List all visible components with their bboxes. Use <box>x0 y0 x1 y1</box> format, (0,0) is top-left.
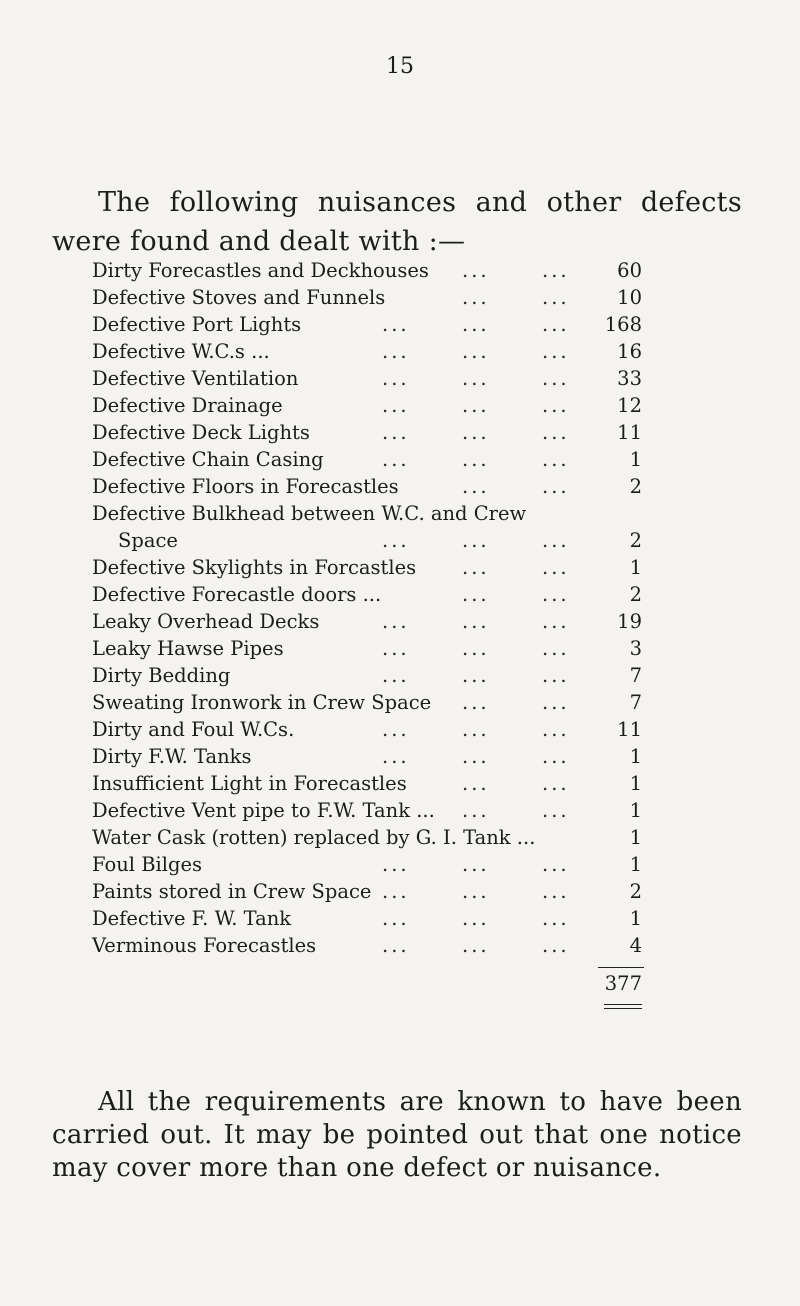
leader-dots: ... <box>542 340 570 363</box>
item-label: Leaky Hawse Pipes <box>92 637 284 660</box>
item-label: Defective Forecastle doors ... <box>92 583 382 606</box>
intro-line-2: were found and dealt with :— <box>52 226 466 257</box>
leader-dots: ... <box>542 583 570 606</box>
list-item <box>92 446 642 473</box>
item-label: Defective Port Lights <box>92 313 302 336</box>
item-count: 2 <box>629 475 642 498</box>
item-count: 19 <box>617 610 642 633</box>
item-label: Leaky Overhead Decks <box>92 610 320 633</box>
intro-line-1: The following nuisances and other defects <box>98 187 742 218</box>
list-item <box>92 743 642 770</box>
item-label: Sweating Ironwork in Crew Space <box>92 691 432 714</box>
item-label: Defective Vent pipe to F.W. Tank ... <box>92 799 435 822</box>
leader-dots: ... <box>462 421 490 444</box>
leader-dots: ... <box>462 637 490 660</box>
item-count: 2 <box>629 880 642 903</box>
leader-dots: ... <box>542 907 570 930</box>
total-row <box>92 971 642 997</box>
list-item <box>92 311 642 338</box>
leader-dots: ... <box>542 529 570 552</box>
leader-dots: ... <box>382 367 410 390</box>
item-count: 11 <box>617 718 642 741</box>
list-item <box>92 689 642 716</box>
leader-dots: ... <box>462 367 490 390</box>
intro-paragraph <box>52 183 742 261</box>
item-count: 3 <box>629 637 642 660</box>
leader-dots: ... <box>542 934 570 957</box>
leader-dots: ... <box>542 664 570 687</box>
item-count: 1 <box>629 853 642 876</box>
item-label: Space <box>118 529 178 552</box>
item-count: 2 <box>629 583 642 606</box>
leader-dots: ... <box>462 718 490 741</box>
closing-line-2: carried out. It may be pointed out that one notice <box>52 1120 742 1150</box>
item-label: Dirty and Foul W.Cs. <box>92 718 295 741</box>
list-item <box>92 851 642 878</box>
leader-dots: ... <box>462 772 490 795</box>
item-count: 7 <box>629 664 642 687</box>
list-item <box>92 932 642 959</box>
leader-dots: ... <box>542 556 570 579</box>
list-item <box>92 419 642 446</box>
item-label: Defective F. W. Tank <box>92 907 292 930</box>
list-item <box>92 500 642 527</box>
leader-dots: ... <box>542 421 570 444</box>
item-label: Dirty Forecastles and Deckhouses <box>92 259 429 282</box>
list-item <box>92 635 642 662</box>
leader-dots: ... <box>462 556 490 579</box>
item-label: Defective Stoves and Funnels <box>92 286 386 309</box>
item-count: 60 <box>617 259 642 282</box>
list-item <box>92 581 642 608</box>
item-label: Defective Bulkhead between W.C. and Crew <box>92 502 527 525</box>
leader-dots: ... <box>462 664 490 687</box>
list-item <box>92 716 642 743</box>
leader-dots: ... <box>382 394 410 417</box>
item-count: 1 <box>629 907 642 930</box>
leader-dots: ... <box>542 367 570 390</box>
leader-dots: ... <box>542 313 570 336</box>
page-number: 15 <box>386 54 414 79</box>
leader-dots: ... <box>382 853 410 876</box>
leader-dots: ... <box>542 745 570 768</box>
list-item <box>92 662 642 689</box>
leader-dots: ... <box>542 718 570 741</box>
leader-dots: ... <box>382 664 410 687</box>
list-item <box>92 257 642 284</box>
item-label: Foul Bilges <box>92 853 203 876</box>
leader-dots: ... <box>462 691 490 714</box>
leader-dots: ... <box>542 448 570 471</box>
leader-dots: ... <box>542 286 570 309</box>
leader-dots: ... <box>462 448 490 471</box>
leader-dots: ... <box>462 799 490 822</box>
item-label: Defective Ventilation <box>92 367 299 390</box>
item-label: Defective Floors in Forecastles <box>92 475 399 498</box>
list-item <box>92 473 642 500</box>
closing-paragraph <box>52 1086 742 1185</box>
leader-dots: ... <box>462 475 490 498</box>
item-label: Paints stored in Crew Space <box>92 880 372 903</box>
item-label: Water Cask (rotten) replaced by G. I. Tank ... <box>92 826 536 849</box>
leader-dots: ... <box>382 880 410 903</box>
leader-dots: ... <box>462 286 490 309</box>
item-count: 4 <box>629 934 642 957</box>
leader-dots: ... <box>542 772 570 795</box>
defects-list <box>92 257 642 1011</box>
list-item <box>92 878 642 905</box>
total-rule <box>92 959 642 971</box>
leader-dots: ... <box>542 691 570 714</box>
leader-dots: ... <box>542 394 570 417</box>
leader-dots: ... <box>542 853 570 876</box>
item-count: 168 <box>604 313 642 336</box>
item-label: Defective W.C.s ... <box>92 340 270 363</box>
leader-dots: ... <box>462 745 490 768</box>
list-item <box>92 770 642 797</box>
item-count: 1 <box>629 556 642 579</box>
item-count: 1 <box>629 448 642 471</box>
leader-dots: ... <box>542 610 570 633</box>
leader-dots: ... <box>462 340 490 363</box>
leader-dots: ... <box>382 718 410 741</box>
list-item <box>92 608 642 635</box>
list-item <box>92 905 642 932</box>
leader-dots: ... <box>542 259 570 282</box>
leader-dots: ... <box>462 529 490 552</box>
leader-dots: ... <box>382 637 410 660</box>
leader-dots: ... <box>542 637 570 660</box>
item-label: Defective Deck Lights <box>92 421 310 444</box>
item-count: 2 <box>629 529 642 552</box>
leader-dots: ... <box>382 529 410 552</box>
item-count: 1 <box>629 772 642 795</box>
item-label: Verminous Forecastles <box>92 934 317 957</box>
leader-dots: ... <box>382 448 410 471</box>
leader-dots: ... <box>382 745 410 768</box>
item-label: Insufficient Light in Forecastles <box>92 772 407 795</box>
list-item <box>92 338 642 365</box>
leader-dots: ... <box>462 853 490 876</box>
item-label: Defective Skylights in Forcastles <box>92 556 417 579</box>
closing-line-1: All the requirements are known to have been <box>98 1087 742 1117</box>
leader-dots: ... <box>462 907 490 930</box>
closing-line-3: may cover more than one defect or nuisance. <box>52 1153 662 1183</box>
item-label: Defective Drainage <box>92 394 283 417</box>
leader-dots: ... <box>542 880 570 903</box>
leader-dots: ... <box>382 934 410 957</box>
leader-dots: ... <box>382 421 410 444</box>
list-item <box>92 554 642 581</box>
item-count: 1 <box>629 799 642 822</box>
list-item <box>92 824 642 851</box>
list-item <box>92 797 642 824</box>
leader-dots: ... <box>382 340 410 363</box>
item-count: 7 <box>629 691 642 714</box>
leader-dots: ... <box>462 880 490 903</box>
total-count: 377 <box>604 972 642 995</box>
leader-dots: ... <box>382 313 410 336</box>
leader-dots: ... <box>542 475 570 498</box>
leader-dots: ... <box>382 610 410 633</box>
item-count: 1 <box>629 826 642 849</box>
item-count: 11 <box>617 421 642 444</box>
leader-dots: ... <box>462 394 490 417</box>
item-count: 16 <box>617 340 642 363</box>
leader-dots: ... <box>462 583 490 606</box>
leader-dots: ... <box>462 934 490 957</box>
item-label: Defective Chain Casing <box>92 448 324 471</box>
item-count: 10 <box>617 286 642 309</box>
leader-dots: ... <box>462 313 490 336</box>
list-item <box>92 365 642 392</box>
leader-dots: ... <box>382 907 410 930</box>
leader-dots: ... <box>542 799 570 822</box>
item-label: Dirty Bedding <box>92 664 231 687</box>
item-count: 33 <box>617 367 642 390</box>
leader-dots: ... <box>462 259 490 282</box>
item-count: 1 <box>629 745 642 768</box>
leader-dots: ... <box>462 610 490 633</box>
list-item <box>92 527 642 554</box>
total-double-rule <box>92 997 642 1011</box>
item-label: Dirty F.W. Tanks <box>92 745 252 768</box>
list-item <box>92 392 642 419</box>
list-item <box>92 284 642 311</box>
item-count: 12 <box>617 394 642 417</box>
